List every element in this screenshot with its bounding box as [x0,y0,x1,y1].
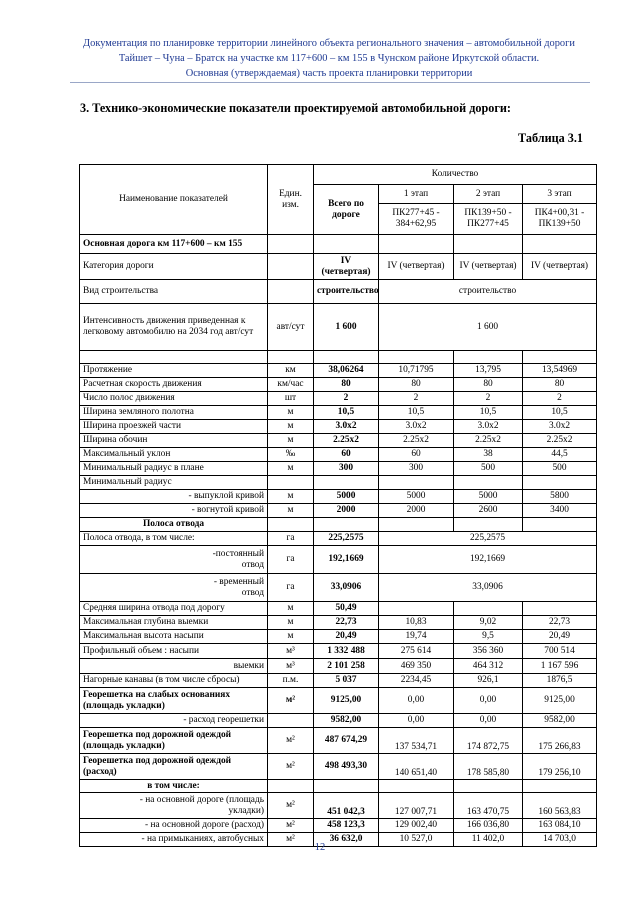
cell-name: - расход георешетки [80,714,268,728]
cell-total: 36 632,0 [314,833,379,847]
header-stage-1: 1 этап [379,185,454,204]
cell-stage-1: 10,5 [379,406,454,420]
header-stage-2-pk: ПК139+50 - ПК277+45 [454,204,523,235]
cell-stage-3: 3400 [523,504,597,518]
cell-name: Средняя ширина отвода под дорогу [80,602,268,616]
cell-unit: га [268,532,314,546]
cell-stages-merged: 192,1669 [379,546,597,574]
table-row [80,659,597,674]
cell-stage-1: 275 614 [379,644,454,659]
cell-stage-3: 80 [523,378,597,392]
cell-unit: м [268,630,314,644]
cell-unit: м [268,406,314,420]
header-stage-1-pk: ПК277+45 - 384+62,95 [379,204,454,235]
table-row [80,793,597,819]
header-total: Всего по дороге [314,185,379,235]
cell-name: Профильный объем : насыпи [80,644,268,659]
cell-total: строительство [314,280,379,304]
cell-name: Категория дороги [80,254,268,280]
cell-name: Максимальная высота насыпи [80,630,268,644]
cell-total: 2 101 258 [314,659,379,674]
cell-total: 225,2575 [314,532,379,546]
cell-name: - на основной дороге (площадь укладки) [80,793,268,819]
cell-name: Георешетка под дорожной одеждой (расход) [80,754,268,780]
header-stage-3: 3 этап [523,185,597,204]
cell-stage-1: 80 [379,378,454,392]
cell-stage-3: 5800 [523,490,597,504]
table-row [80,434,597,448]
cell-stage-1: 5000 [379,490,454,504]
page-number: 12 [314,842,326,853]
header-line-3: Основная (утверждаемая) часть проекта планировки территории [185,68,473,79]
cell-stage-2: 464 312 [454,659,523,674]
cell-stage-2: 2 [454,392,523,406]
cell-stage-3: 500 [523,462,597,476]
cell-stage-2: IV (четвертая) [454,254,523,280]
header-stage-3-pk: ПК4+00,31 - ПК139+50 [523,204,597,235]
cell-stage-3: 10,5 [523,406,597,420]
cell-stage-2: 0,00 [454,688,523,714]
table-row [80,616,597,630]
cell-name: в том числе: [80,780,268,793]
cell-name: - временный отвод [80,574,268,602]
cell-stage-3: 14 703,0 [523,833,597,847]
cell-total: 9582,00 [314,714,379,728]
cell-stage-1: 2.25х2 [379,434,454,448]
cell-name: Основная дорога км 117+600 – км 155 [80,235,268,254]
cell-total: 2 [314,392,379,406]
table-row [80,574,597,602]
cell-stage-2: 3.0х2 [454,420,523,434]
cell-stage-3: 9125,00 [523,688,597,714]
cell-stage-3: 22,73 [523,616,597,630]
cell-stage-2: 926,1 [454,674,523,688]
cell-total: 451 042,3 [314,793,379,819]
cell-stage-1: IV (четвертая) [379,254,454,280]
cell-stage-2: 2600 [454,504,523,518]
cell-name: Максимальный уклон [80,448,268,462]
cell-stage-1: 10,83 [379,616,454,630]
cell-unit: авт/сут [268,304,314,351]
cell-stage-1: 129 002,40 [379,819,454,833]
table-row [80,819,597,833]
header-quantity: Количество [314,165,597,185]
cell-unit: км/час [268,378,314,392]
cell-stage-1: 3.0х2 [379,420,454,434]
table-row [80,728,597,754]
cell-unit: м [268,462,314,476]
cell-stages-merged: 33,0906 [379,574,597,602]
cell-total: 5000 [314,490,379,504]
cell-stage-3: 9582,00 [523,714,597,728]
cell-unit: км [268,364,314,378]
cell-stage-1: 140 651,40 [379,754,454,780]
cell-stage-1: 10,71795 [379,364,454,378]
cell-stage-2: 80 [454,378,523,392]
cell-name: Георешетка на слабых основаниях (площадь укладки) [80,688,268,714]
cell-unit: га [268,574,314,602]
cell-stage-3: 175 266,83 [523,728,597,754]
cell-total: 2.25х2 [314,434,379,448]
cell-stage-2: 356 360 [454,644,523,659]
cell-total: 498 493,30 [314,754,379,780]
cell-total: 300 [314,462,379,476]
table-row [80,602,597,616]
cell-name: - выпуклой кривой [80,490,268,504]
table-row [80,406,597,420]
cell-stage-2: 10,5 [454,406,523,420]
cell-unit: ‰ [268,448,314,462]
cell-total: 10,5 [314,406,379,420]
cell-stage-3: 20,49 [523,630,597,644]
cell-name: - на примыканиях, автобусных [80,833,268,847]
cell-unit: п.м. [268,674,314,688]
cell-stages-merged: 1 600 [379,304,597,351]
header-line-2: Тайшет – Чуна – Братск на участке км 117+600 – км 155 в Чунском районе Иркутской области. [118,53,540,64]
cell-stage-2: 166 036,80 [454,819,523,833]
table-row [80,688,597,714]
cell-stage-3: 163 084,10 [523,819,597,833]
cell-stage-1: 19,74 [379,630,454,644]
cell-name: Ширина проезжей части [80,420,268,434]
cell-name: Ширина обочин [80,434,268,448]
table-row [80,420,597,434]
cell-stage-3: IV (четвертая) [523,254,597,280]
cell-stage-3: 44,5 [523,448,597,462]
cell-stage-3: 2.25х2 [523,434,597,448]
cell-unit: м [268,602,314,616]
cell-name: - вогнутой кривой [80,504,268,518]
cell-stages-merged: 225,2575 [379,532,597,546]
cell-stage-2: 178 585,80 [454,754,523,780]
cell-stage-1: 0,00 [379,714,454,728]
table-row [80,504,597,518]
table-row [80,462,597,476]
cell-name: Максимальная глубина выемки [80,616,268,630]
cell-unit: м³ [268,644,314,659]
table-row [80,304,597,351]
cell-unit: м [268,490,314,504]
cell-stage-1: 2 [379,392,454,406]
cell-total: 192,1669 [314,546,379,574]
cell-stage-3: 700 514 [523,644,597,659]
cell-name: Полоса отвода [80,518,268,532]
indicators-table [79,164,597,847]
table-row [80,644,597,659]
table-row [80,714,597,728]
cell-total: 1 600 [314,304,379,351]
table-row [80,674,597,688]
cell-stage-2: 9,02 [454,616,523,630]
cell-stage-1: 0,00 [379,688,454,714]
section-title: 3. Технико-экономические показатели проектируемой автомобильной дороги: [80,101,511,115]
cell-name: Интенсивность движения приведенная к легковому автомобилю на 2034 год авт/сут [80,304,268,351]
cell-unit: м [268,504,314,518]
cell-total: 1 332 488 [314,644,379,659]
table-row [80,476,597,490]
header-stage-2: 2 этап [454,185,523,204]
cell-total: 20,49 [314,630,379,644]
cell-name: Минимальный радиус в плане [80,462,268,476]
cell-stage-1: 127 007,71 [379,793,454,819]
cell-unit: м² [268,793,314,819]
cell-total: 2000 [314,504,379,518]
cell-stage-2: 163 470,75 [454,793,523,819]
table-header-row [80,165,597,185]
cell-stage-2: 2.25х2 [454,434,523,448]
cell-stage-3: 1 167 596 [523,659,597,674]
cell-unit: м² [268,833,314,847]
cell-name: Число полос движения [80,392,268,406]
table-row [80,630,597,644]
cell-name: Ширина земляного полотна [80,406,268,420]
cell-name: Георешетка под дорожной одеждой (площадь укладки) [80,728,268,754]
cell-stages-merged: строительство [379,280,597,304]
cell-stage-3: 1876,5 [523,674,597,688]
header-unit: Един. изм. [268,165,314,235]
cell-total: 458 123,3 [314,819,379,833]
table-row [80,754,597,780]
table-row [80,532,597,546]
cell-stage-2: 38 [454,448,523,462]
cell-unit: м² [268,754,314,780]
cell-stage-1: 10 527,0 [379,833,454,847]
cell-total: IV (четвертая) [314,254,379,280]
cell-name: Протяжение [80,364,268,378]
cell-unit: га [268,546,314,574]
table-row [80,448,597,462]
table-row [80,546,597,574]
cell-total: 33,0906 [314,574,379,602]
cell-total: 9125,00 [314,688,379,714]
table-row [80,392,597,406]
table-row [80,780,597,793]
cell-stage-3: 179 256,10 [523,754,597,780]
table-row [80,364,597,378]
header-name: Наименование показателей [80,165,268,235]
cell-stage-3: 13,54969 [523,364,597,378]
cell-name: Полоса отвода, в том числе: [80,532,268,546]
page-header [60,36,598,81]
header-line-1: Документация по планировке территории линейного объекта регионального значения – автомобильной дороги [83,38,575,49]
cell-stage-1: 137 534,71 [379,728,454,754]
cell-stage-2: 500 [454,462,523,476]
cell-unit: м² [268,688,314,714]
cell-stage-2: 174 872,75 [454,728,523,754]
cell-total: 60 [314,448,379,462]
cell-stage-2: 9,5 [454,630,523,644]
cell-stage-2: 11 402,0 [454,833,523,847]
table-row [80,490,597,504]
cell-name: - на основной дороге (расход) [80,819,268,833]
table-caption: Таблица 3.1 [518,131,583,145]
cell-stage-2: 5000 [454,490,523,504]
cell-name: Вид строительства [80,280,268,304]
cell-stage-1: 2000 [379,504,454,518]
cell-name: Нагорные канавы (в том числе сбросы) [80,674,268,688]
cell-total: 50,49 [314,602,379,616]
cell-unit: м² [268,819,314,833]
cell-stage-1: 300 [379,462,454,476]
cell-total: 22,73 [314,616,379,630]
cell-unit: м [268,616,314,630]
cell-unit: м² [268,728,314,754]
cell-total: 3.0х2 [314,420,379,434]
table-row [80,518,597,532]
cell-stage-1: 2234,45 [379,674,454,688]
table-row [80,378,597,392]
cell-name: -постоянный отвод [80,546,268,574]
cell-stage-1: 60 [379,448,454,462]
cell-stage-3: 2 [523,392,597,406]
cell-stage-2: 0,00 [454,714,523,728]
cell-total: 5 037 [314,674,379,688]
cell-stage-3: 160 563,83 [523,793,597,819]
cell-unit: м³ [268,659,314,674]
cell-total: 80 [314,378,379,392]
table-row [80,280,597,304]
table-row [80,254,597,280]
table-row [80,235,597,254]
cell-name: Минимальный радиус [80,476,268,490]
cell-name: выемки [80,659,268,674]
cell-stage-3: 3.0х2 [523,420,597,434]
cell-stage-2: 13,795 [454,364,523,378]
table-spacer-row [80,351,597,364]
header-divider [70,82,590,83]
cell-unit: м [268,420,314,434]
cell-unit: шт [268,392,314,406]
cell-total: 487 674,29 [314,728,379,754]
cell-stage-1: 469 350 [379,659,454,674]
cell-total: 38,06264 [314,364,379,378]
cell-name: Расчетная скорость движения [80,378,268,392]
cell-unit: м [268,434,314,448]
